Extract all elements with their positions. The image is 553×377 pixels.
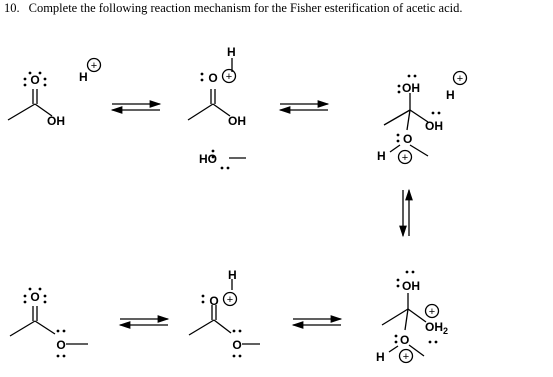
equilibrium-arrow-5 [120, 319, 168, 325]
structure-tetrahedral-intermediate-1 [384, 93, 428, 156]
oxygen-label: O [208, 71, 218, 85]
oxygen-label: O [209, 294, 219, 308]
hydroxyl-label: OH [402, 279, 420, 293]
plus-sign: + [225, 71, 233, 83]
hydroxyl-label: OH [402, 81, 420, 95]
oxygen-label: O [30, 290, 40, 304]
oxygen-label: O [403, 132, 413, 146]
plus-sign: + [90, 60, 98, 72]
water-label: $OH_2$ [425, 320, 449, 336]
hydroxyl-label: OH [47, 114, 65, 128]
oxygen-label: O [30, 73, 40, 87]
structure-protonated-ester [189, 279, 260, 344]
oxygen-label: O [400, 333, 410, 347]
equilibrium-arrow-3 [403, 190, 409, 236]
ester-oxygen-label: O [56, 338, 66, 352]
equilibrium-arrow-1 [112, 104, 160, 110]
plus-sign: + [428, 306, 436, 318]
ester-oxygen-label: O [232, 338, 242, 352]
question-number: 10. [4, 1, 20, 15]
plus-sign: + [226, 294, 234, 306]
hydrogen-label: H [227, 45, 236, 59]
hydrogen-label: H [228, 268, 237, 282]
structure-acetic-acid [8, 89, 52, 120]
methanol-label: HO [199, 152, 217, 166]
equilibrium-arrow-4 [293, 319, 341, 325]
hydrogen-label: H [377, 149, 386, 163]
proton-label: H [446, 88, 455, 102]
plus-sign: + [456, 73, 464, 85]
hydroxyl-label: OH [425, 119, 443, 133]
plus-sign: + [401, 152, 409, 164]
proton-label: H [79, 70, 88, 84]
structure-methyl-acetate [10, 306, 88, 344]
hydroxyl-label: OH [228, 114, 246, 128]
plus-sign: + [402, 351, 410, 363]
question-prompt: Complete the following reaction mechanism for the Fisher esterification of acetic acid. [28, 1, 463, 15]
hydrogen-label: H [376, 350, 385, 364]
equilibrium-arrow-2 [280, 104, 328, 110]
